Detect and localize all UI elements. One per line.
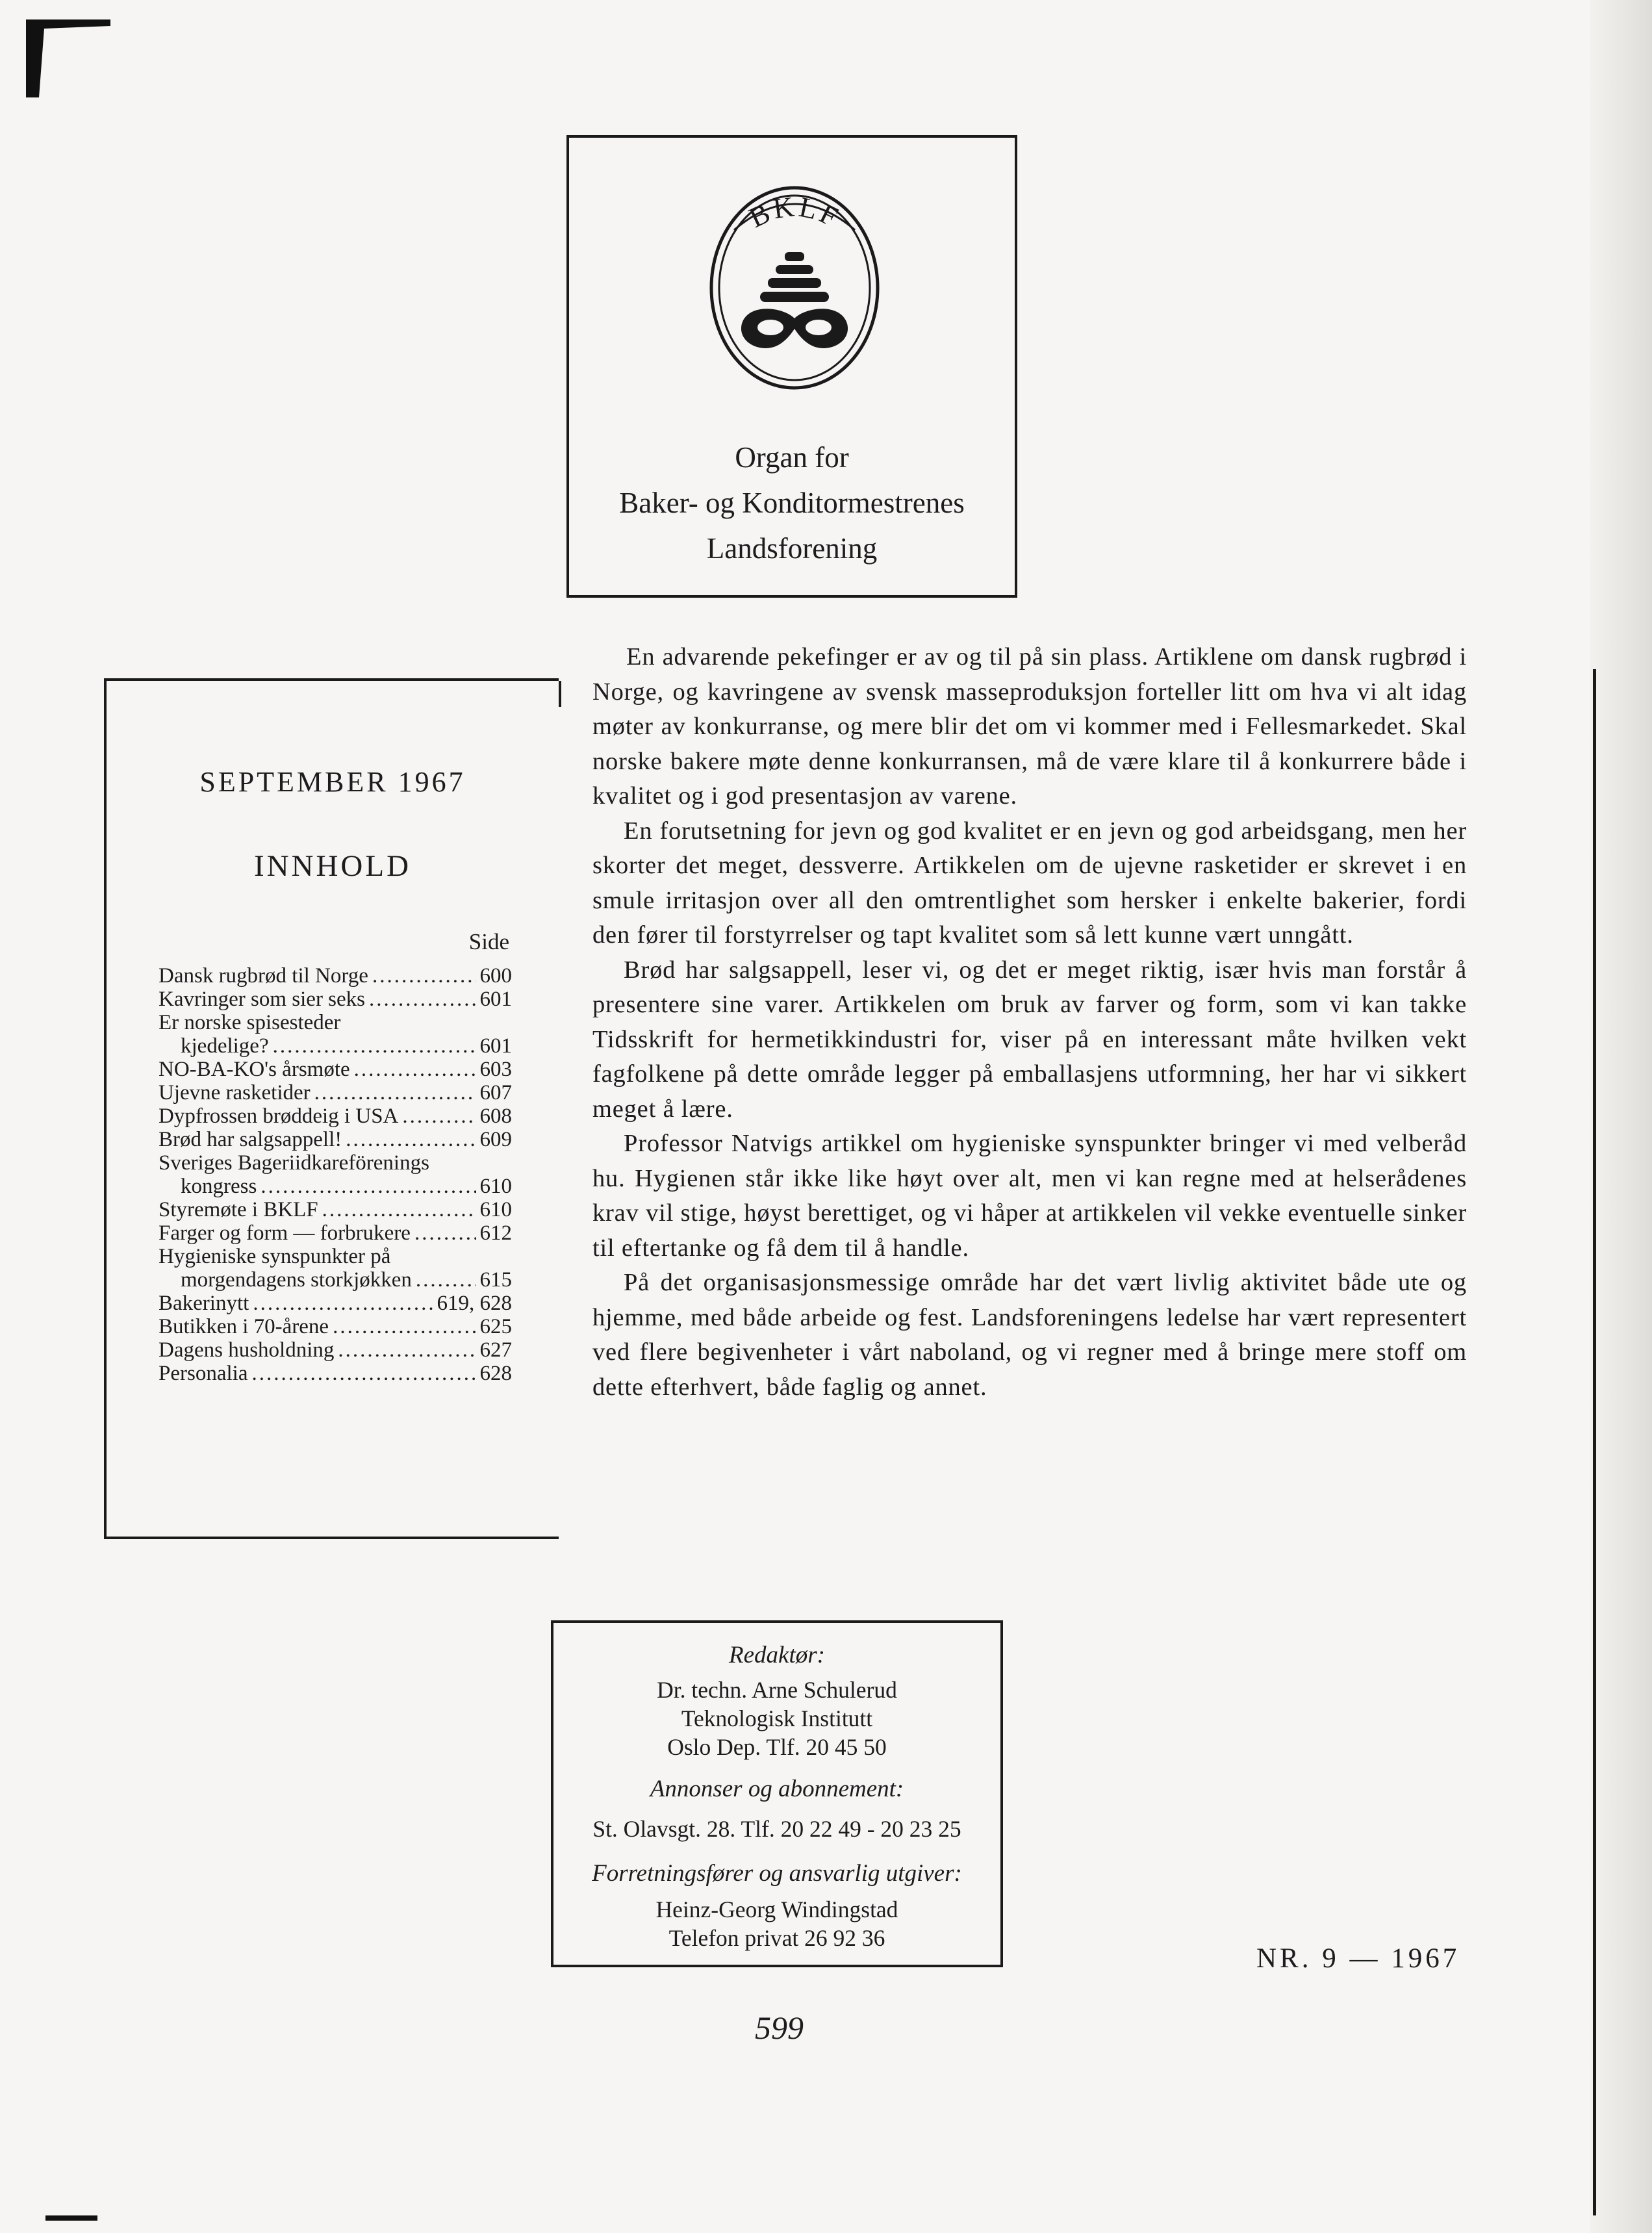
contents-item	[159, 1175, 512, 1198]
issue-number: NR. 9 — 1967	[1256, 1943, 1460, 1974]
contents-item-page: 608	[479, 1104, 512, 1128]
contents-item-title: Brød har salgsappell!	[159, 1128, 342, 1151]
editor-institute: Teknologisk Institutt	[681, 1705, 873, 1731]
dot-leader	[416, 1268, 476, 1292]
contents-item	[159, 1034, 512, 1058]
editor-heading: Redaktør:	[729, 1642, 825, 1668]
page-number: 599	[755, 2010, 804, 2046]
contents-item-title: Styremøte i BKLF	[159, 1198, 318, 1221]
editor-phone: Oslo Dep. Tlf. 20 45 50	[667, 1734, 887, 1760]
contents-item	[159, 1058, 512, 1081]
dot-leader	[372, 964, 476, 988]
ads-address: St. Olavsgt. 28. Tlf. 20 22 49 - 20 23 25	[592, 1816, 961, 1842]
dot-leader	[414, 1221, 476, 1245]
contents-item	[159, 1104, 512, 1128]
org-line-2: Baker- og Konditormestrenes	[619, 487, 965, 519]
contents-item-title: Dansk rugbrød til Norge	[159, 964, 368, 988]
contents-item-title: NO-BA-KO's årsmøte	[159, 1058, 350, 1081]
org-line-3: Landsforening	[706, 532, 878, 565]
editorial-text	[592, 640, 1467, 1405]
contents-item-title: Er norske spisesteder	[159, 1011, 341, 1034]
contents-item	[159, 1362, 512, 1385]
contents-item-page: 628	[479, 1362, 512, 1385]
contents-item	[159, 1315, 512, 1338]
dot-leader	[314, 1081, 476, 1104]
contents-item-title: Butikken i 70-årene	[159, 1315, 329, 1338]
contents-item-title: Hygieniske synspunkter på	[159, 1245, 391, 1268]
contents-item	[159, 988, 512, 1011]
paragraph: Brød har salgsappell, leser vi, og det er meget riktig, især hvis man forstår å presentere sine varer. Artikkelen om bruk av farver og form, som vi kan takke Tidsskrift for hermetikkindustri for, viser på en interessant måte hvilken vekt fagfolkene på dette område legger på emballasjens utformning, her har vi sikkert meget å lære.	[592, 956, 1467, 1123]
bklf-logo-icon	[708, 185, 881, 391]
contents-item-page: 601	[479, 988, 512, 1011]
org-line-1: Organ for	[735, 441, 849, 474]
contents-item-title: kongress	[181, 1175, 257, 1198]
contents-item	[159, 1268, 512, 1292]
scan-edge-mark	[45, 2215, 97, 2221]
manager-phone: Telefon privat 26 92 36	[668, 1925, 885, 1951]
contents-item-title: Farger og form — forbrukere	[159, 1221, 411, 1245]
paragraph: En advarende pekefinger er av og til på sin plass. Artiklene om dansk rugbrød i Norge, og kavringene av svensk masseproduksjon forteller litt om hva vi alt idag møter av konkurranse, og mere blir det om vi kommer med i Fellesmarkedet. Skal norske bakere møte denne konkurransen, må de være klare til å konkurrere både i kvalitet og i god presentasjon av varene.	[592, 643, 1467, 810]
dot-leader	[354, 1058, 476, 1081]
dot-leader	[338, 1338, 476, 1362]
contents-item-page: 627	[479, 1338, 512, 1362]
masthead-box	[566, 135, 1017, 598]
contents-item-title: Kavringer som sier seks	[159, 988, 366, 1011]
side-column-label: Side	[468, 929, 509, 954]
box-corner-tick	[559, 681, 561, 707]
dot-leader	[253, 1292, 433, 1315]
contents-item-page: 610	[479, 1175, 512, 1198]
dot-leader	[333, 1315, 476, 1338]
page-fold-shadow	[1590, 0, 1652, 2233]
paragraph: På det organisasjonsmessige område har det vært livlig aktivitet både ute og hjemme, med både arbeide og fest. Landsforeningens ledelse har vært representert ved flere begivenheter i vårt naboland, og vi regner med å bringe mere stoff om dette efterhvert, både faglig og annet.	[592, 1269, 1467, 1401]
contents-item-page: 619, 628	[437, 1292, 512, 1315]
dot-leader	[322, 1198, 476, 1221]
issue-date: SEPTEMBER 1967	[199, 766, 466, 798]
paragraph: Professor Natvigs artikkel om hygieniske synspunkter bringer vi med velberåd hu. Hygienen står ikke like høyt over alt, men vi kan regne med at helserådenes krav vil stige, høyst berettiget, og vi håper at artikkelen vil vekke eventuelle sinker til eftertanke og få dem til å handle.	[592, 1130, 1467, 1262]
dot-leader	[251, 1362, 476, 1385]
contents-item-page: 625	[479, 1315, 512, 1338]
contents-item	[159, 1081, 512, 1104]
contents-item	[159, 1221, 512, 1245]
contents-item	[159, 1128, 512, 1151]
contents-item-title: Personalia	[159, 1362, 248, 1385]
contents-item-page: 615	[479, 1268, 512, 1292]
manager-heading: Forretningsfører og ansvarlig utgiver:	[592, 1860, 962, 1887]
dot-leader	[261, 1175, 476, 1198]
contents-item-title: Dagens husholdning	[159, 1338, 335, 1362]
contents-item-title: Bakerinytt	[159, 1292, 249, 1315]
contents-box	[104, 678, 559, 1539]
contents-item	[159, 1292, 512, 1315]
table-of-contents	[159, 964, 512, 1385]
contents-item	[159, 1011, 512, 1034]
contents-item-page: 603	[479, 1058, 512, 1081]
dot-leader	[346, 1128, 476, 1151]
contents-item	[159, 1151, 512, 1175]
contents-item	[159, 1245, 512, 1268]
contents-item-page: 600	[479, 964, 512, 988]
contents-item-title: Ujevne rasketider	[159, 1081, 311, 1104]
dot-leader	[273, 1034, 476, 1058]
contents-item-title: kjedelige?	[181, 1034, 269, 1058]
contents-heading: INNHOLD	[253, 849, 412, 883]
editor-box	[551, 1620, 1003, 1967]
dot-leader	[369, 988, 476, 1011]
manager-name: Heinz-Georg Windingstad	[655, 1896, 898, 1922]
dot-leader	[402, 1104, 476, 1128]
contents-item-page: 609	[479, 1128, 512, 1151]
contents-item-page: 612	[479, 1221, 512, 1245]
contents-item-title: Dypfrossen brøddeig i USA	[159, 1104, 399, 1128]
binding-edge-line	[1593, 669, 1596, 2215]
contents-item-title: Sveriges Bageriidkareförenings	[159, 1151, 429, 1175]
ads-heading: Annonser og abonnement:	[650, 1776, 904, 1802]
scan-corner-mark	[26, 19, 110, 97]
editor-name: Dr. techn. Arne Schulerud	[657, 1677, 897, 1703]
logo-text: BKLF	[744, 190, 846, 235]
contents-item-page: 607	[479, 1081, 512, 1104]
contents-item	[159, 1198, 512, 1221]
contents-item-title: morgendagens storkjøkken	[181, 1268, 412, 1292]
contents-item	[159, 964, 512, 988]
contents-item-page: 601	[479, 1034, 512, 1058]
contents-item	[159, 1338, 512, 1362]
paragraph: En forutsetning for jevn og god kvalitet er en jevn og god arbeidsgang, men her skorter det meget, dessverre. Artikkelen om de ujevne rasketider er skrevet i en smule irritasjon over all den omtrentlighet som hersker i enkelte bakerier, fordi den fører til forstyrrelser og tapt kvalitet som så lett kunne vært unngått.	[592, 817, 1467, 949]
contents-item-page: 610	[479, 1198, 512, 1221]
